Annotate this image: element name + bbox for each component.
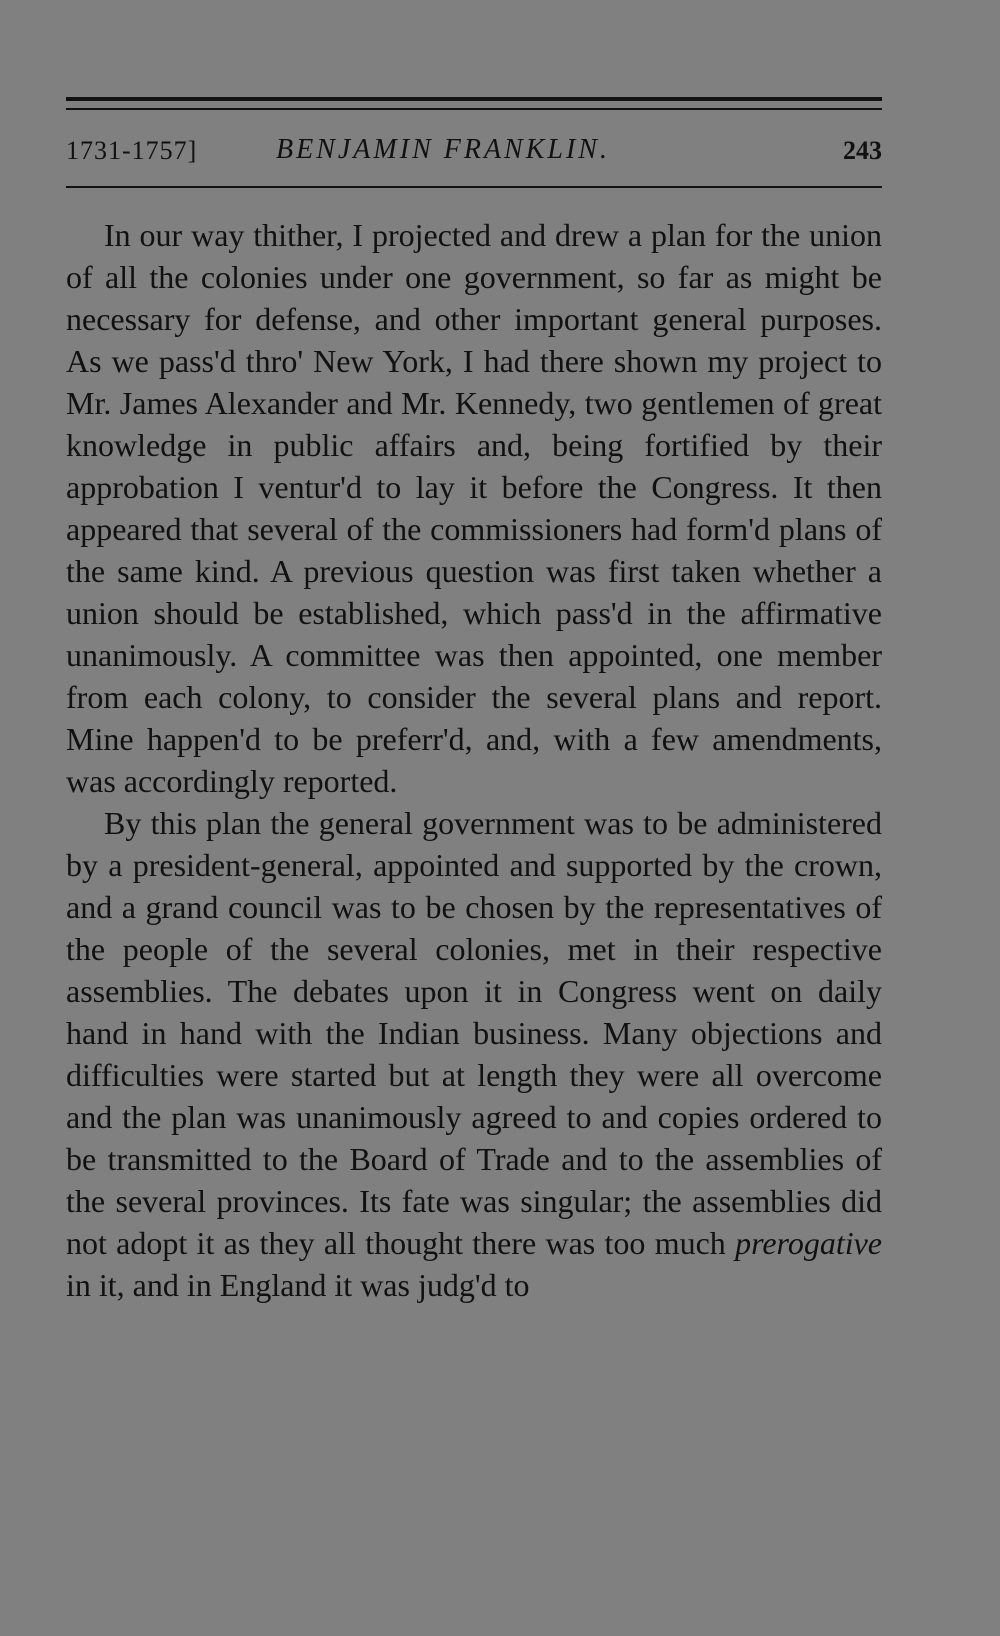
paragraph-2-text-before: By this plan the general government was to be administered by a president-general, appointed and supported by the crown, and a grand council was to be chosen by the representatives of the people of the several colonies, met in their respective assemblies. The debates upon it in Congress went on daily hand in hand with the Indian business. Many objections and difficulties were started but at length they were all overcome and the plan was unanimously agreed to and copies ordered to be transmitted to the Board of Trade and to the assemblies of the several provinces. Its fate was singular; the assemblies did not adopt it as they all thought there was too much — [66, 805, 882, 1261]
body-text — [66, 214, 882, 1306]
top-rule-thin — [66, 108, 882, 110]
header-title: BENJAMIN FRANKLIN. — [276, 134, 610, 165]
running-header — [66, 128, 882, 172]
header-rule — [66, 186, 882, 188]
paragraph-2-text-after: in it, and in England it was judg'd to — [66, 1267, 530, 1303]
top-rule-thick — [66, 97, 882, 101]
paragraph-1: In our way thither, I projected and drew a plan for the union of all the colonies under one government, so far as might be necessary for defense, and other important general purposes. As we pass'd thro' New York, I had there shown my project to Mr. James Alexander and Mr. Kennedy, two gentlemen of great knowledge in public affairs and, being fortified by their approbation I ventur'd to lay it before the Congress. It then appeared that several of the commissioners had form'd plans of the same kind. A previous question was first taken whether a union should be established, which pass'd in the affirmative unanimously. A committee was then appointed, one member from each colony, to consider the several plans and report. Mine happen'd to be preferr'd, and, with a few amendments, was accordingly reported. — [66, 217, 882, 799]
page-number: 243 — [843, 136, 882, 165]
header-years: 1731-1757] — [66, 136, 198, 165]
paragraph-2 — [66, 802, 882, 1306]
italic-word: prerogative — [735, 1225, 882, 1261]
